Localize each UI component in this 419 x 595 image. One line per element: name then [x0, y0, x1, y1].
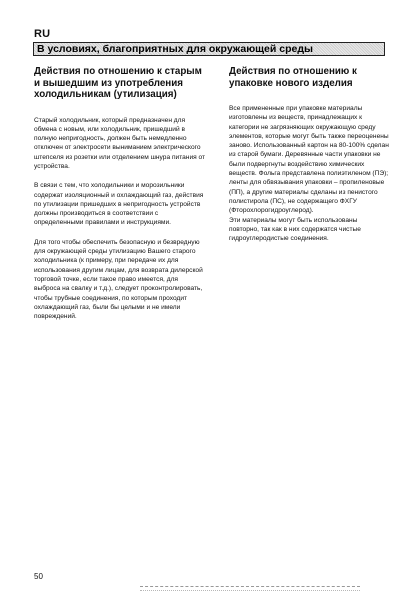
disposal-paragraph-2: В связи с тем, что холодильники и морозильники содержат изоляционный и охлаждающий газ, действия по утилизации пришедших в непригодность устройств должны производиться в соответствии с определенными правилами и инструкциями. [34, 182, 204, 227]
section-title: В условиях, благоприятных для окружающей среды [37, 43, 313, 55]
disposal-paragraph-3: Для того чтобы обеспечить безопасную и безвредную для окружающей среды утилизацию Вашего старого холодильника (к примеру, при передаче их для использования другим лицам, для возврата дилерской торговой точке, если такое право имеется, для выброса на свалку и т.д.), следует проконтролировать, чтобы трубные соединения, по которым проходит охлаждающий газ, были бы целыми и не имели повреждений. [34, 238, 203, 321]
language-code: RU [34, 28, 51, 40]
packaging-paragraph-2: Эти материалы могут быть использованы повторно, так как в них содержатся чистые гидроуглеродистые соединения. [229, 216, 361, 243]
left-column [34, 66, 206, 331]
section-header-bar [33, 42, 385, 56]
packaging-paragraph-1: Все примененные при упаковке материалы изготовлены из веществ, принадлежащих к категории не загрязняющих окружающую среду элементов, которые могут быть также переоценены заново. Использованный картон на 80-100% сделан из старой бумаги. Деревянные части упаковки не были подвергнуты воздействию химических веществ. Фольга представлена полиэтиленом (ПЭ); ленты для обвязывания упаковки – пропиленовые (ПП), а другие материалы сделаны из пенистого полистирола (ПС), не содержащего ФХГУ (Фторохлорогидроуглерод). [229, 105, 389, 215]
packaging-heading: Действия по отношению к упаковке нового изделия [229, 66, 357, 89]
disposal-paragraph-1: Старый холодильник, который предназначен для обмена с новым, или холодильник, пришедший в полную непригодность, должен быть немедленно отключен от электросети вынимaнием электрического штепселя из розетки или отделением шнура питания от устройства. [34, 116, 206, 170]
footer-scan-strip [140, 586, 360, 591]
disposal-heading: Действия по отношению к старым и вышедшим из употребления холодильникам (утилизация) [34, 66, 202, 100]
right-column [229, 66, 389, 253]
page-number: 50 [34, 572, 43, 581]
